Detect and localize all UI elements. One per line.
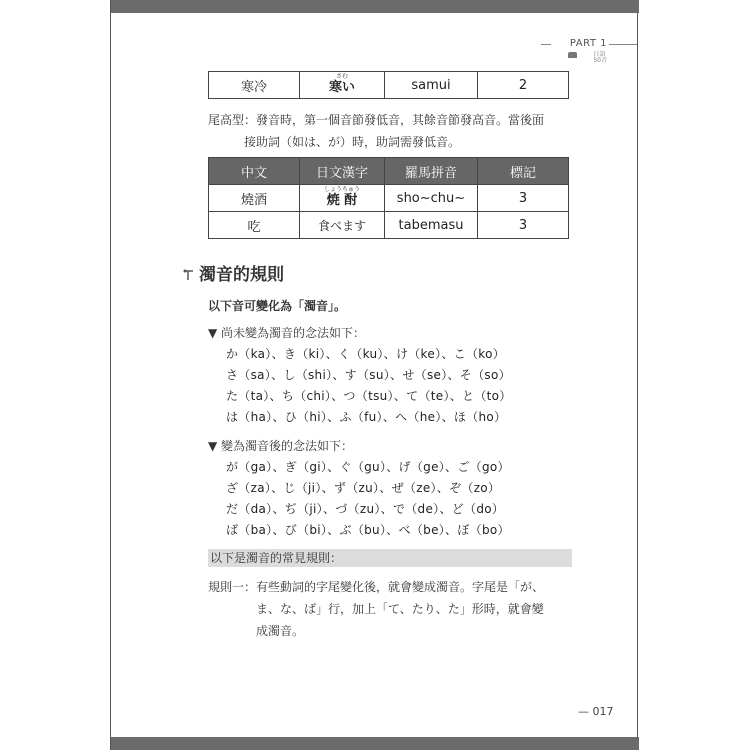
part-header — [507, 35, 637, 65]
kana-line: さ（sa）、し（shi）、す（su）、せ（se）、そ（so） — [226, 368, 511, 382]
accent-paragraph — [208, 109, 588, 153]
vocab-table-top — [208, 71, 569, 99]
rule-line: 規則一：有些動詞的字尾變化後，就會變成濁音。字尾是「が、 — [208, 580, 545, 594]
cell-mark: 3 — [478, 185, 569, 212]
kana-line: か（ka）、き（ki）、く（ku）、け（ke）、こ（ko） — [226, 347, 506, 361]
kana-list-before — [226, 344, 512, 428]
rule-one — [208, 576, 570, 642]
paragraph-line: 接助詞（如は、が）時，助詞需發低音。 — [244, 135, 461, 149]
section-title-text: 濁音的規則 — [199, 265, 284, 285]
kana-line: は（ha）、ひ（hi）、ふ（fu）、へ（he）、ほ（ho） — [226, 410, 507, 424]
cell-mark: 2 — [478, 72, 569, 99]
cell-kanji — [300, 72, 385, 99]
column-header: 羅馬拼音 — [385, 158, 478, 185]
cell-romaji: tabemasu — [385, 212, 478, 239]
vocab-table-main — [208, 157, 569, 239]
kana-line: だ（da）、ぢ（ji）、づ（zu）、で（de）、ど（do） — [226, 502, 505, 516]
column-header: 標記 — [478, 158, 569, 185]
table-row — [209, 185, 569, 212]
cell-romaji: sho~chu~ — [385, 185, 478, 212]
cell-chinese: 寒冷 — [209, 72, 300, 99]
pin-icon — [183, 267, 195, 281]
cell-chinese: 吃 — [209, 212, 300, 239]
column-header: 日文漢字 — [300, 158, 385, 185]
kana-line: が（ga）、ぎ（gi）、ぐ（gu）、げ（ge）、ご（go） — [226, 460, 510, 474]
kana-line: ば（ba）、び（bi）、ぶ（bu）、べ（be）、ぼ（bo） — [226, 523, 510, 537]
before-heading: ▼ 尚未變為濁音的念法如下： — [208, 326, 366, 340]
table-row — [209, 72, 569, 99]
book-icon — [568, 52, 577, 58]
table-row — [209, 212, 569, 239]
kana-line: た（ta）、ち（chi）、つ（tsu）、て（te）、と（to） — [226, 389, 512, 403]
section-intro: 以下音可變化為「濁音」。 — [208, 299, 347, 313]
furigana: さむ — [335, 73, 348, 80]
rule-line: 成濁音。 — [256, 624, 305, 638]
after-heading: ▼ 變為濁音後的念法如下： — [208, 439, 354, 453]
book-page — [110, 0, 638, 750]
kanji: 焼 酎 — [326, 193, 358, 208]
top-bar — [111, 0, 639, 13]
cell-chinese: 燒酒 — [209, 185, 300, 212]
part-sub: 日語 50音 — [593, 51, 607, 64]
cell-mark: 3 — [478, 212, 569, 239]
kana-list-after — [226, 457, 510, 541]
furigana: しょうちゅう — [323, 186, 360, 193]
column-header: 中文 — [209, 158, 300, 185]
rule-line: ま、な、ば」行，加上「て、たり、た」形時，就會變 — [256, 602, 544, 616]
cell-kanji — [300, 185, 385, 212]
cell-kanji: 食べます — [300, 212, 385, 239]
part-label: PART 1 — [569, 38, 607, 49]
table-header-row — [209, 158, 569, 185]
part-divider-left — [541, 44, 551, 45]
section-title — [199, 260, 284, 285]
paragraph-line: 尾高型：發音時，第一個音節發低音，其餘音節發高音。當後面 — [208, 113, 545, 127]
bottom-bar — [111, 737, 639, 750]
rules-heading: 以下是濁音的常見規則： — [208, 549, 572, 567]
part-divider — [609, 44, 637, 45]
cell-romaji: samui — [385, 72, 478, 99]
kana-line: ざ（za）、じ（ji）、ず（zu）、ぜ（ze）、ぞ（zo） — [226, 481, 501, 495]
kanji: 寒い — [328, 80, 355, 95]
page-number: — 017 — [578, 705, 614, 718]
